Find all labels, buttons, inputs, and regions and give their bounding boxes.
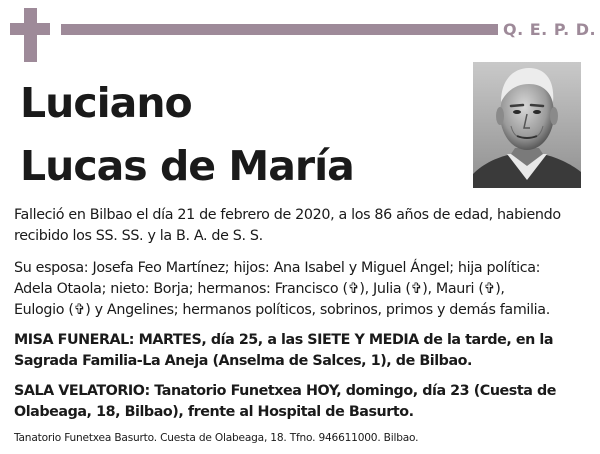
portrait-image [473, 62, 581, 188]
footer-contact: Tanatorio Funetxea Basurto. Cuesta de Olabeaga, 18. Tfno. 946611000. Bilbao. [14, 432, 419, 444]
text-line: Olabeaga, 18, Bilbao), frente al Hospital de Basurto. [14, 404, 414, 420]
text-line: recibido los SS. SS. y la B. A. de S. S. [14, 228, 263, 244]
wake-room-paragraph [14, 381, 594, 423]
text-line: MISA FUNERAL: MARTES, día 25, a las SIETE Y MEDIA de la tarde, en la [14, 332, 554, 348]
deceased-first-name: Luciano [20, 79, 192, 127]
cross-vertical-bar [24, 8, 37, 62]
deceased-photo [473, 62, 581, 188]
qepd-label: Q. E. P. D. [503, 20, 597, 39]
text-line: SALA VELATORIO: Tanatorio Funetxea HOY, domingo, día 23 (Cuesta de [14, 383, 556, 399]
cross-horizontal-bar [10, 23, 50, 35]
funeral-mass-paragraph [14, 330, 594, 372]
text-line: Su esposa: Josefa Feo Martínez; hijos: Ana Isabel y Miguel Ángel; hija política: [14, 260, 541, 276]
text-line: Adela Otaola; nieto: Borja; hermanos: Francisco (✞), Julia (✞), Mauri (✞), [14, 281, 505, 297]
text-line: Eulogio (✞) y Angelines; hermanos políticos, sobrinos, primos y demás familia. [14, 302, 550, 318]
deceased-surnames: Lucas de María [20, 142, 354, 190]
family-paragraph [14, 258, 594, 321]
header-rule [61, 24, 498, 35]
text-line: Falleció en Bilbao el día 21 de febrero de 2020, a los 86 años de edad, habiendo [14, 207, 561, 223]
text-line: Sagrada Familia-La Aneja (Anselma de Salces, 1), de Bilbao. [14, 353, 473, 369]
death-notice-paragraph [14, 205, 594, 247]
